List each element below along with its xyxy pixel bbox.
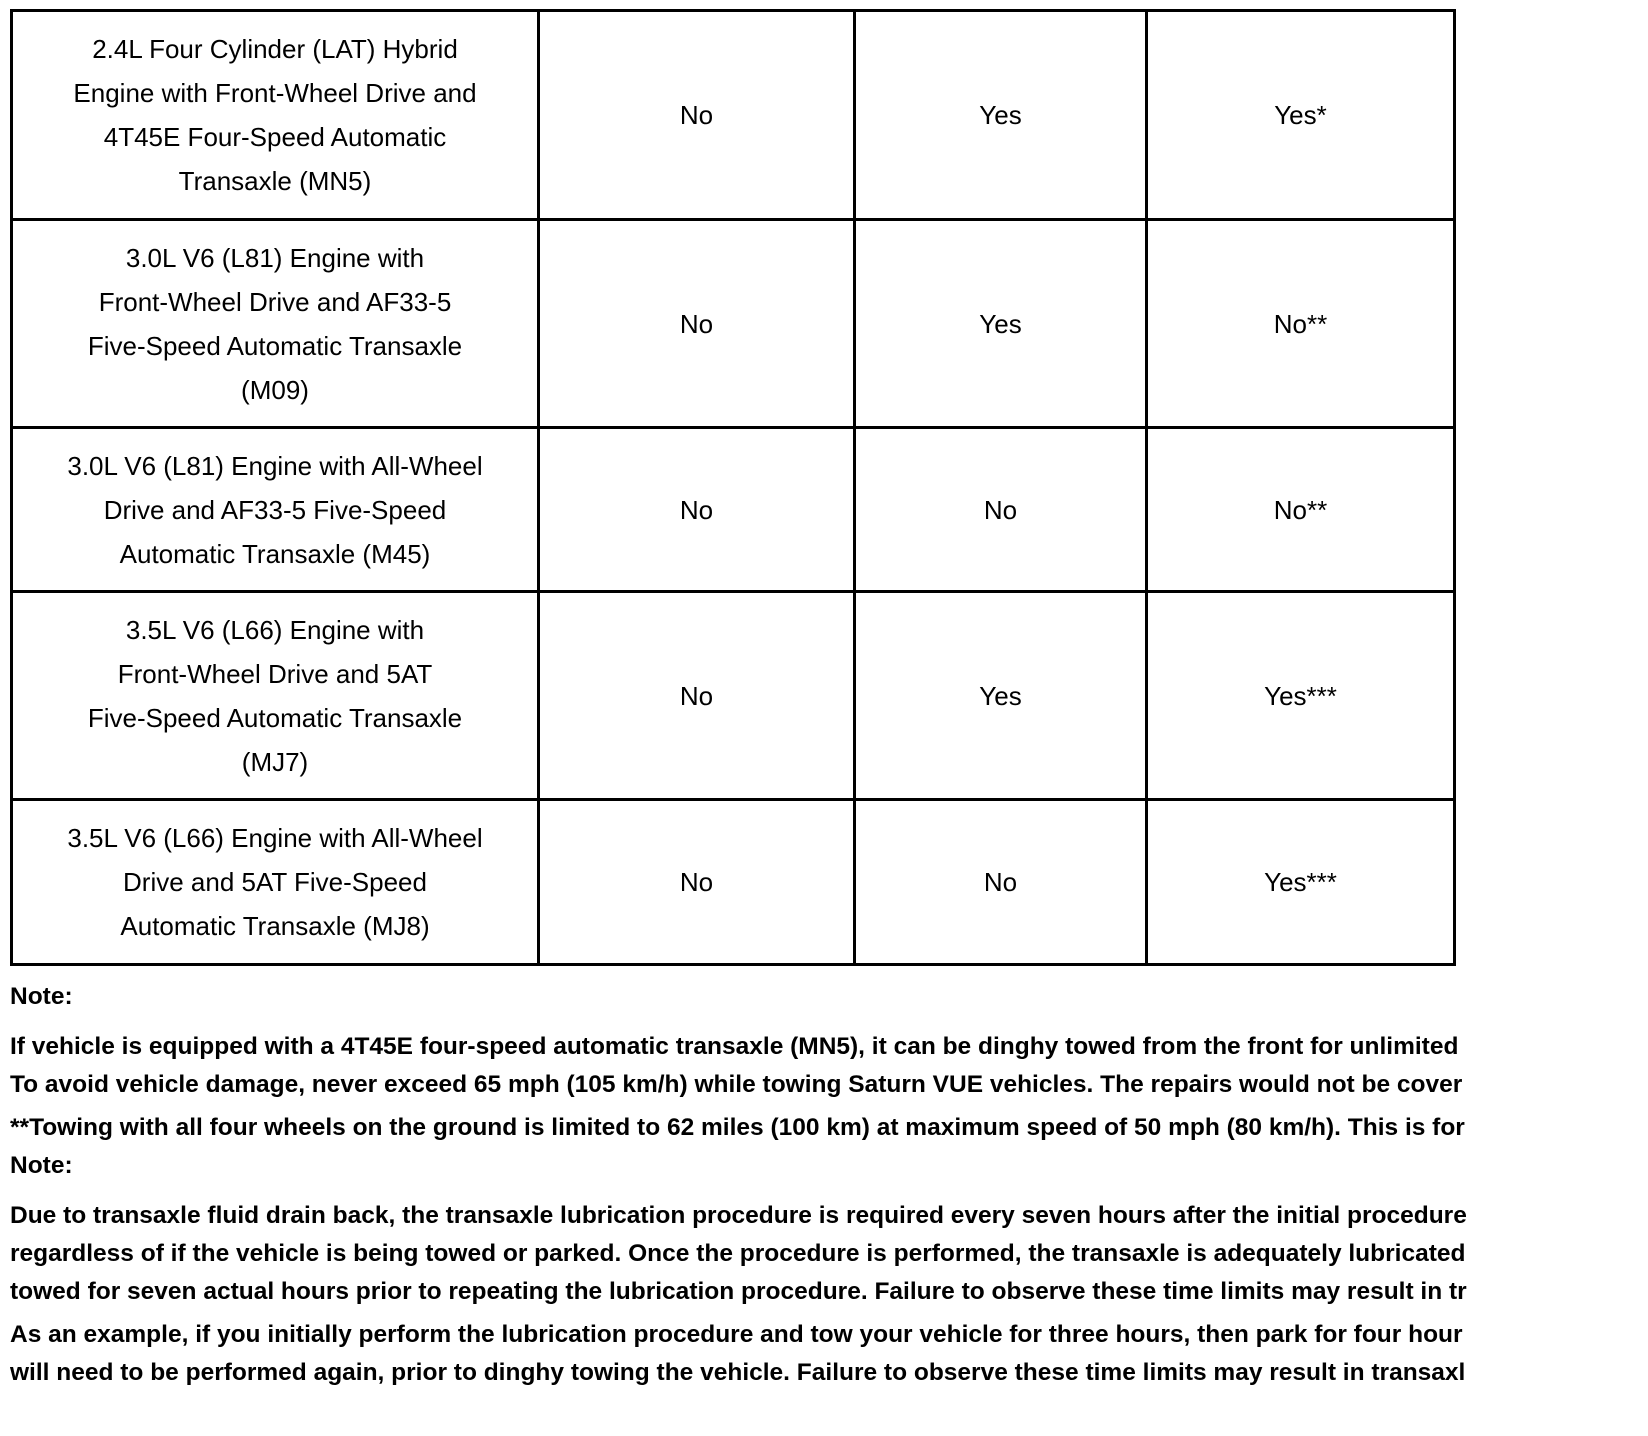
note-text-line: Due to transaxle fluid drain back, the transaxle lubrication procedure is required every seven hours after the initial procedure: [10, 1202, 1467, 1229]
table-cell: No: [539, 220, 855, 428]
table-cell: No: [855, 428, 1147, 592]
description-line: 3.0L V6 (L81) Engine with All-Wheel: [67, 450, 483, 481]
table-cell: No: [855, 800, 1147, 965]
description-line: Front-Wheel Drive and AF33-5: [98, 286, 452, 317]
note-label: Note:: [10, 1152, 73, 1179]
description-line: 3.0L V6 (L81) Engine with: [125, 242, 425, 273]
table-row: [12, 220, 1455, 428]
description-line: 2.4L Four Cylinder (LAT) Hybrid: [92, 34, 458, 64]
table-cell: No: [539, 11, 855, 220]
description-line: 3.5L V6 (L66) Engine with: [125, 614, 425, 645]
table-cell: Yes: [855, 11, 1147, 220]
description-line: 3.5L V6 (L66) Engine with All-Wheel: [67, 823, 483, 853]
description-line: Engine with Front-Wheel Drive and: [73, 78, 477, 108]
description-line: (M09): [241, 374, 309, 405]
table-cell: Yes***: [1147, 800, 1455, 965]
note-text-line: **Towing with all four wheels on the ground is limited to 62 miles (100 km) at maximum speed of 50 mph (80 km/h). This is for: [10, 1114, 1465, 1141]
description-line: Drive and AF33-5 Five-Speed: [103, 494, 447, 525]
notes-section: [10, 978, 1640, 1392]
description-line: Five-Speed Automatic Transaxle: [87, 702, 463, 733]
table-cell: Yes***: [1147, 592, 1455, 800]
table-row: [12, 592, 1455, 800]
engine-description-cell: [12, 220, 539, 428]
table-cell: No**: [1147, 428, 1455, 592]
note-text-line: will need to be performed again, prior to dinghy towing the vehicle. Failure to observe these time limits may result in transaxl: [10, 1359, 1466, 1386]
engine-description-cell: [12, 800, 539, 965]
description-line: Automatic Transaxle (M45): [119, 538, 431, 569]
note-text-line: As an example, if you initially perform the lubrication procedure and tow your vehicle for three hours, then park for four hour: [10, 1321, 1463, 1348]
table-cell: No: [539, 800, 855, 965]
note-text-line: regardless of if the vehicle is being towed or parked. Once the procedure is performed, the transaxle is adequately lubricated: [10, 1240, 1466, 1267]
description-line: (MJ7): [241, 746, 309, 777]
table-cell: No: [539, 592, 855, 800]
description-line: Transaxle (MN5): [178, 166, 372, 196]
note-label: Note:: [10, 983, 73, 1010]
description-line: Five-Speed Automatic Transaxle: [87, 330, 463, 361]
table-cell: Yes: [855, 220, 1147, 428]
table-cell: Yes: [855, 592, 1147, 800]
description-line: 4T45E Four-Speed Automatic: [103, 122, 447, 152]
note-text-line: To avoid vehicle damage, never exceed 65 mph (105 km/h) while towing Saturn VUE vehicles. The repairs would not be cover: [10, 1071, 1463, 1098]
table-cell: No**: [1147, 220, 1455, 428]
engine-description-cell: [12, 11, 539, 220]
note-text-line: If vehicle is equipped with a 4T45E four-speed automatic transaxle (MN5), it can be dinghy towed from the front for unlimited: [10, 1033, 1459, 1060]
towing-compatibility-table: [10, 9, 1456, 966]
table-cell: No: [539, 428, 855, 592]
table-row: [12, 428, 1455, 592]
table-cell: Yes*: [1147, 11, 1455, 220]
engine-description-cell: [12, 592, 539, 800]
note-text-line: towed for seven actual hours prior to repeating the lubrication procedure. Failure to observe these time limits may result in tr: [10, 1278, 1467, 1305]
description-line: Drive and 5AT Five-Speed: [123, 867, 427, 897]
engine-description-cell: [12, 428, 539, 592]
table-row: [12, 800, 1455, 965]
table-row: [12, 11, 1455, 220]
description-line: Front-Wheel Drive and 5AT: [117, 658, 433, 689]
description-line: Automatic Transaxle (MJ8): [120, 911, 430, 941]
